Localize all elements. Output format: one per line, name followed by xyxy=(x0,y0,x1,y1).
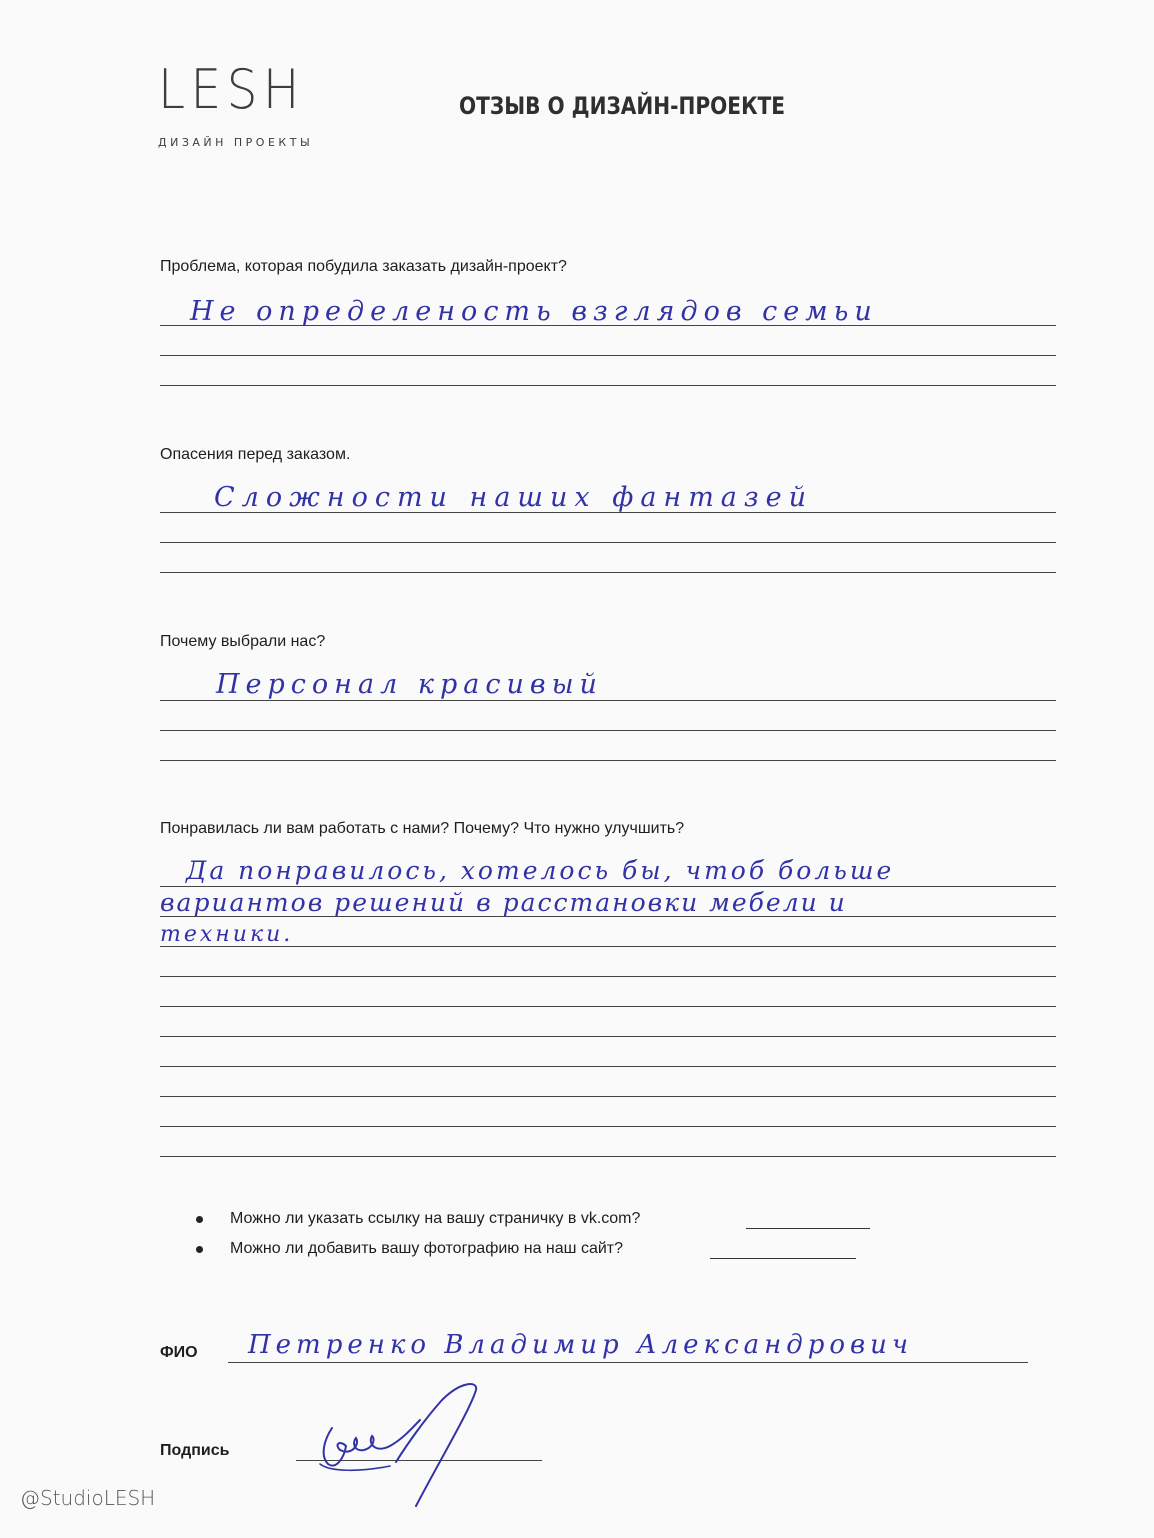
answer-line xyxy=(160,916,1056,917)
signature-label: Подпись xyxy=(160,1442,230,1459)
consent-vk-link-blank xyxy=(746,1228,870,1229)
answer-experience-line-1: Да понравилось, хотелось бы, чтоб больше xyxy=(186,856,895,885)
consent-vk-link-label: Можно ли указать ссылку на вашу страничку в vk.com? xyxy=(230,1210,641,1227)
question-why-us-label: Почему выбрали нас? xyxy=(160,633,326,650)
fio-line xyxy=(228,1362,1028,1363)
answer-why-us-line-1: Персонал красивый xyxy=(216,669,603,700)
answer-line xyxy=(160,976,1056,977)
logo-wordmark: LESH xyxy=(158,58,305,121)
answer-line xyxy=(160,1156,1056,1157)
fio-label: ФИО xyxy=(160,1344,198,1361)
answer-line xyxy=(160,1066,1056,1067)
consent-photo-blank xyxy=(710,1258,856,1259)
logo-tagline: ДИЗАЙН ПРОЕКТЫ xyxy=(158,136,314,149)
answer-concerns-line-1: Сложности наших фантазей xyxy=(214,482,813,513)
answer-line xyxy=(160,946,1056,947)
answer-line xyxy=(160,542,1056,543)
answer-experience-line-3: техники. xyxy=(160,922,294,947)
answer-line xyxy=(160,1006,1056,1007)
answer-line xyxy=(160,325,1056,326)
watermark: @StudioLESH xyxy=(20,1486,156,1510)
answer-line xyxy=(160,730,1056,731)
question-concerns-label: Опасения перед заказом. xyxy=(160,446,351,463)
bullet-icon xyxy=(196,1216,203,1223)
answer-line xyxy=(160,355,1056,356)
bullet-icon xyxy=(196,1246,203,1253)
answer-line xyxy=(160,385,1056,386)
question-problem-label: Проблема, которая побудила заказать дизайн-проект? xyxy=(160,258,567,275)
form-title: ОТЗЫВ О ДИЗАЙН-ПРОЕКТЕ xyxy=(459,92,786,120)
answer-line xyxy=(160,572,1056,573)
answer-experience-line-2: вариантов решений в расстановки мебели и xyxy=(160,888,847,917)
answer-line xyxy=(160,886,1056,887)
answer-line xyxy=(160,700,1056,701)
answer-line xyxy=(160,512,1056,513)
signature-image xyxy=(300,1380,550,1520)
answer-line xyxy=(160,1036,1056,1037)
answer-problem-line-1: Не определеность взглядов семьи xyxy=(190,296,878,327)
fio-value: Петренко Владимир Александрович xyxy=(248,1330,914,1360)
answer-line xyxy=(160,760,1056,761)
answer-line xyxy=(160,1096,1056,1097)
question-experience-label: Понравилась ли вам работать с нами? Почему? Что нужно улучшить? xyxy=(160,820,685,837)
answer-line xyxy=(160,1126,1056,1127)
lesh-logo xyxy=(158,58,314,149)
consent-photo-label: Можно ли добавить вашу фотографию на наш сайт? xyxy=(230,1240,623,1257)
